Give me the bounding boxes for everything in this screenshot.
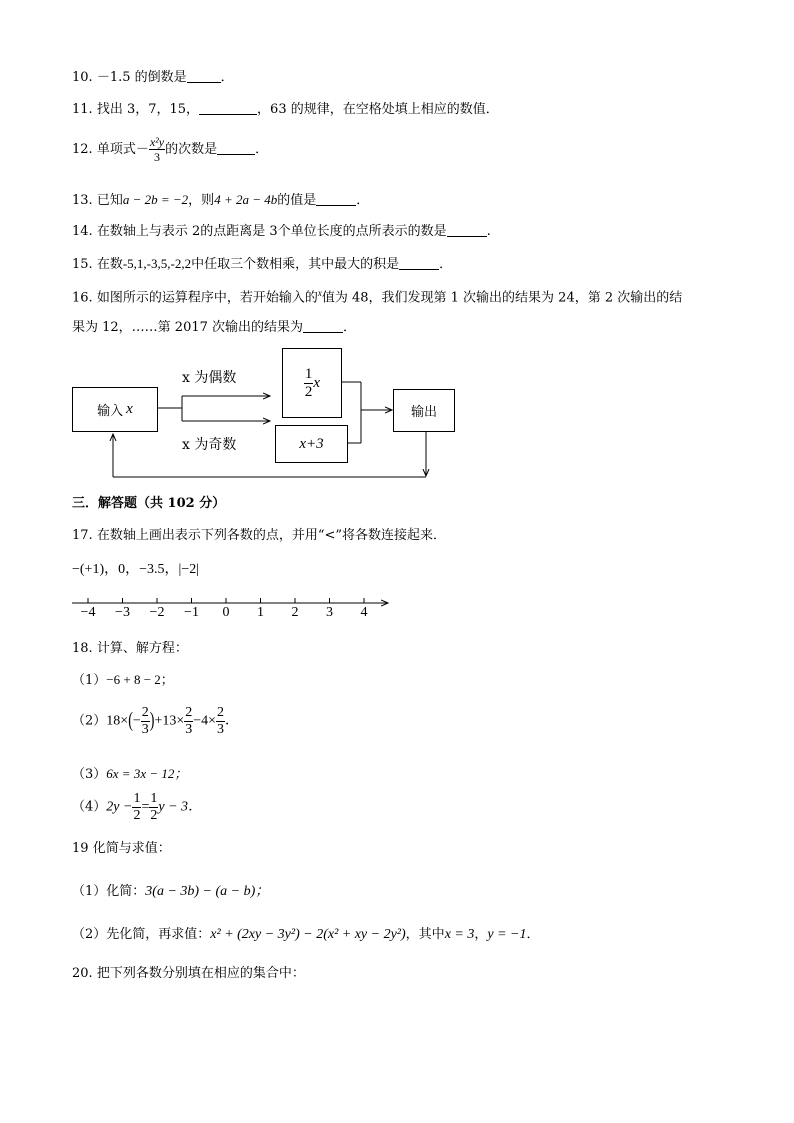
number-line-label: −3 bbox=[115, 605, 130, 620]
right-paren: ) bbox=[149, 709, 155, 733]
fraction-numerator: 2 bbox=[141, 705, 149, 720]
condition-text: ，其中 bbox=[405, 927, 445, 942]
fraction-denominator: 3 bbox=[153, 150, 160, 164]
q16-end: ． bbox=[343, 320, 357, 335]
q17-number: 17. bbox=[72, 528, 93, 543]
fraction-denominator: 2 bbox=[150, 808, 158, 823]
q18-part-2 bbox=[72, 706, 239, 737]
question-19 bbox=[72, 841, 171, 857]
q20-number: 20. bbox=[72, 966, 93, 981]
q19-part-2 bbox=[72, 927, 540, 944]
half-denominator: 2 bbox=[304, 383, 313, 400]
number-line-label: −1 bbox=[184, 605, 199, 620]
part-label: （4） bbox=[72, 799, 107, 815]
q16-variable: x bbox=[317, 288, 322, 298]
odd-branch-label: x 为奇数 bbox=[182, 437, 237, 453]
part-2-expression: x² + (2xy − 3y²) − 2(x² + xy − 2y²) bbox=[210, 927, 406, 942]
fraction bbox=[141, 706, 150, 737]
q11-text: 找出 3，7，15， bbox=[96, 102, 200, 117]
q15-end: ． bbox=[439, 257, 453, 272]
q18-part-4 bbox=[72, 792, 202, 823]
q11-number: 11. bbox=[72, 102, 93, 117]
target-expression: 4 + 2a − 4b bbox=[214, 192, 278, 207]
part-1-expression: −6 + 8 − 2； bbox=[106, 672, 174, 687]
x-value: x = 3 bbox=[444, 927, 475, 942]
question-20 bbox=[72, 966, 305, 982]
fraction-numerator: 2 bbox=[185, 705, 193, 720]
plus-three-label: x+3 bbox=[299, 435, 324, 452]
number-line-label: 2 bbox=[291, 605, 299, 620]
number-line-label: 3 bbox=[326, 605, 333, 620]
q13-text: 已知 bbox=[96, 193, 123, 208]
q14-text: 在数轴上与表示 2的点距离是 3个单位长度的点所表示的数是 bbox=[96, 224, 447, 239]
q12-text-mid: 的次数是 bbox=[165, 142, 218, 157]
fraction-denominator: 2 bbox=[133, 808, 141, 823]
q19-title: 化简与求值： bbox=[92, 841, 171, 856]
q13-text-mid: ，则 bbox=[188, 193, 215, 208]
q15-text-mid: 中任取三个数相乘，其中最大的积是 bbox=[191, 257, 400, 272]
half-variable: x bbox=[313, 374, 321, 391]
q18-title: 计算、解方程： bbox=[96, 641, 188, 656]
q11-text-end: ，63 的规律，在空格处填上相应的数值． bbox=[257, 102, 499, 117]
q13-end: ． bbox=[356, 193, 370, 208]
output-label: 输出 bbox=[410, 405, 437, 420]
number-line-label: 4 bbox=[360, 605, 368, 620]
q15-text: 在数 bbox=[96, 257, 123, 272]
part-3-equation: 6x = 3x − 12； bbox=[106, 766, 188, 781]
input-variable: x bbox=[126, 401, 133, 417]
question-17 bbox=[72, 528, 446, 544]
even-branch-label: x 为偶数 bbox=[182, 370, 237, 386]
number-line-label: 1 bbox=[257, 605, 264, 620]
input-box bbox=[72, 387, 158, 432]
half-numerator: 1 bbox=[304, 365, 313, 382]
number-line-label: −4 bbox=[80, 605, 96, 620]
q19-number: 19 bbox=[72, 841, 89, 856]
number-line-ticks bbox=[88, 598, 364, 603]
fraction bbox=[184, 706, 193, 737]
expr-segment: +13× bbox=[154, 713, 185, 729]
part-label: （1）化简： bbox=[72, 884, 146, 899]
half-fraction bbox=[304, 367, 314, 400]
fraction-numerator: 1 bbox=[133, 791, 141, 806]
section-heading: 三．解答题（共 102 分） bbox=[72, 496, 226, 511]
condition-expression: a − 2b = −2 bbox=[122, 192, 189, 207]
q14-number: 14. bbox=[72, 224, 93, 239]
q16-text-line2: 果为 12，……第 2017 次输出的结果为 bbox=[72, 320, 304, 335]
output-box bbox=[393, 389, 455, 432]
q13-number: 13. bbox=[72, 193, 93, 208]
left-paren: ( bbox=[128, 709, 133, 733]
plus-three-box bbox=[275, 425, 348, 463]
q13-text-mid2: 的值是 bbox=[277, 193, 317, 208]
q14-end: . bbox=[486, 224, 491, 239]
expr-segment: −4× bbox=[193, 713, 217, 729]
part-1-expression: 3(a − 3b) − (a − b)； bbox=[145, 884, 270, 899]
q16-text: 如图所示的运算程序中，若开始输入的 bbox=[96, 290, 318, 306]
q10-end: ． bbox=[220, 70, 234, 85]
expr-end: ． bbox=[526, 927, 540, 942]
y-value: y = −1 bbox=[487, 927, 527, 942]
part-label: （2）先化简，再求值： bbox=[72, 927, 211, 942]
part-label: （1） bbox=[72, 673, 107, 688]
q17-text: 在数轴上画出表示下列各数的点，并用“<”将各数连接起来． bbox=[96, 528, 447, 543]
number-line-label: 0 bbox=[222, 605, 230, 620]
expr-segment: 2y − bbox=[106, 799, 133, 815]
q20-text: 把下列各数分别填在相应的集合中： bbox=[96, 966, 305, 981]
question-18 bbox=[72, 641, 188, 657]
fraction bbox=[216, 706, 225, 737]
q12-text: 单项式 bbox=[96, 142, 136, 157]
q10-number: 10. bbox=[72, 70, 93, 85]
fraction-denominator: 3 bbox=[141, 722, 149, 737]
number-line-label: −2 bbox=[149, 605, 165, 620]
q12-number: 12. bbox=[72, 142, 93, 157]
fraction-numerator: 1 bbox=[150, 791, 158, 806]
expr-segment: 18× bbox=[106, 713, 129, 729]
expr-segment: y − 3． bbox=[158, 799, 203, 815]
separator: ， bbox=[474, 927, 488, 942]
q18-number: 18. bbox=[72, 641, 93, 656]
part-label: （3） bbox=[72, 767, 107, 782]
q16-text-cont: 值为 48，我们发现第 1 次输出的结果为 24，第 2 次输出的结 bbox=[321, 290, 683, 306]
fraction-denominator: 3 bbox=[217, 722, 225, 737]
equals-sign: = bbox=[141, 799, 150, 815]
q10-text: －1.5 的倒数是 bbox=[96, 70, 187, 85]
q15-number: 15. bbox=[72, 257, 93, 272]
q12-end: ． bbox=[255, 142, 269, 157]
half-box bbox=[282, 348, 342, 418]
fraction-numerator: x²y bbox=[149, 135, 165, 149]
fraction-numerator: 2 bbox=[217, 705, 225, 720]
fraction bbox=[149, 792, 158, 823]
q16-number: 16. bbox=[72, 290, 93, 306]
number-set: -5,1,-3,5,-2,2 bbox=[122, 256, 192, 271]
minus-sign: － bbox=[135, 141, 149, 156]
input-label: 输入 bbox=[97, 404, 124, 419]
q18-part-3 bbox=[72, 766, 187, 783]
q19-part-1 bbox=[72, 884, 269, 901]
minus-sign: − bbox=[132, 713, 141, 729]
q18-part-1 bbox=[72, 672, 174, 689]
fraction-denominator: 3 bbox=[185, 722, 193, 737]
q17-values: −(+1)，0，−3.5，|−2| bbox=[72, 562, 200, 577]
part-label: （2） bbox=[72, 713, 107, 729]
expr-end: ． bbox=[225, 713, 240, 729]
